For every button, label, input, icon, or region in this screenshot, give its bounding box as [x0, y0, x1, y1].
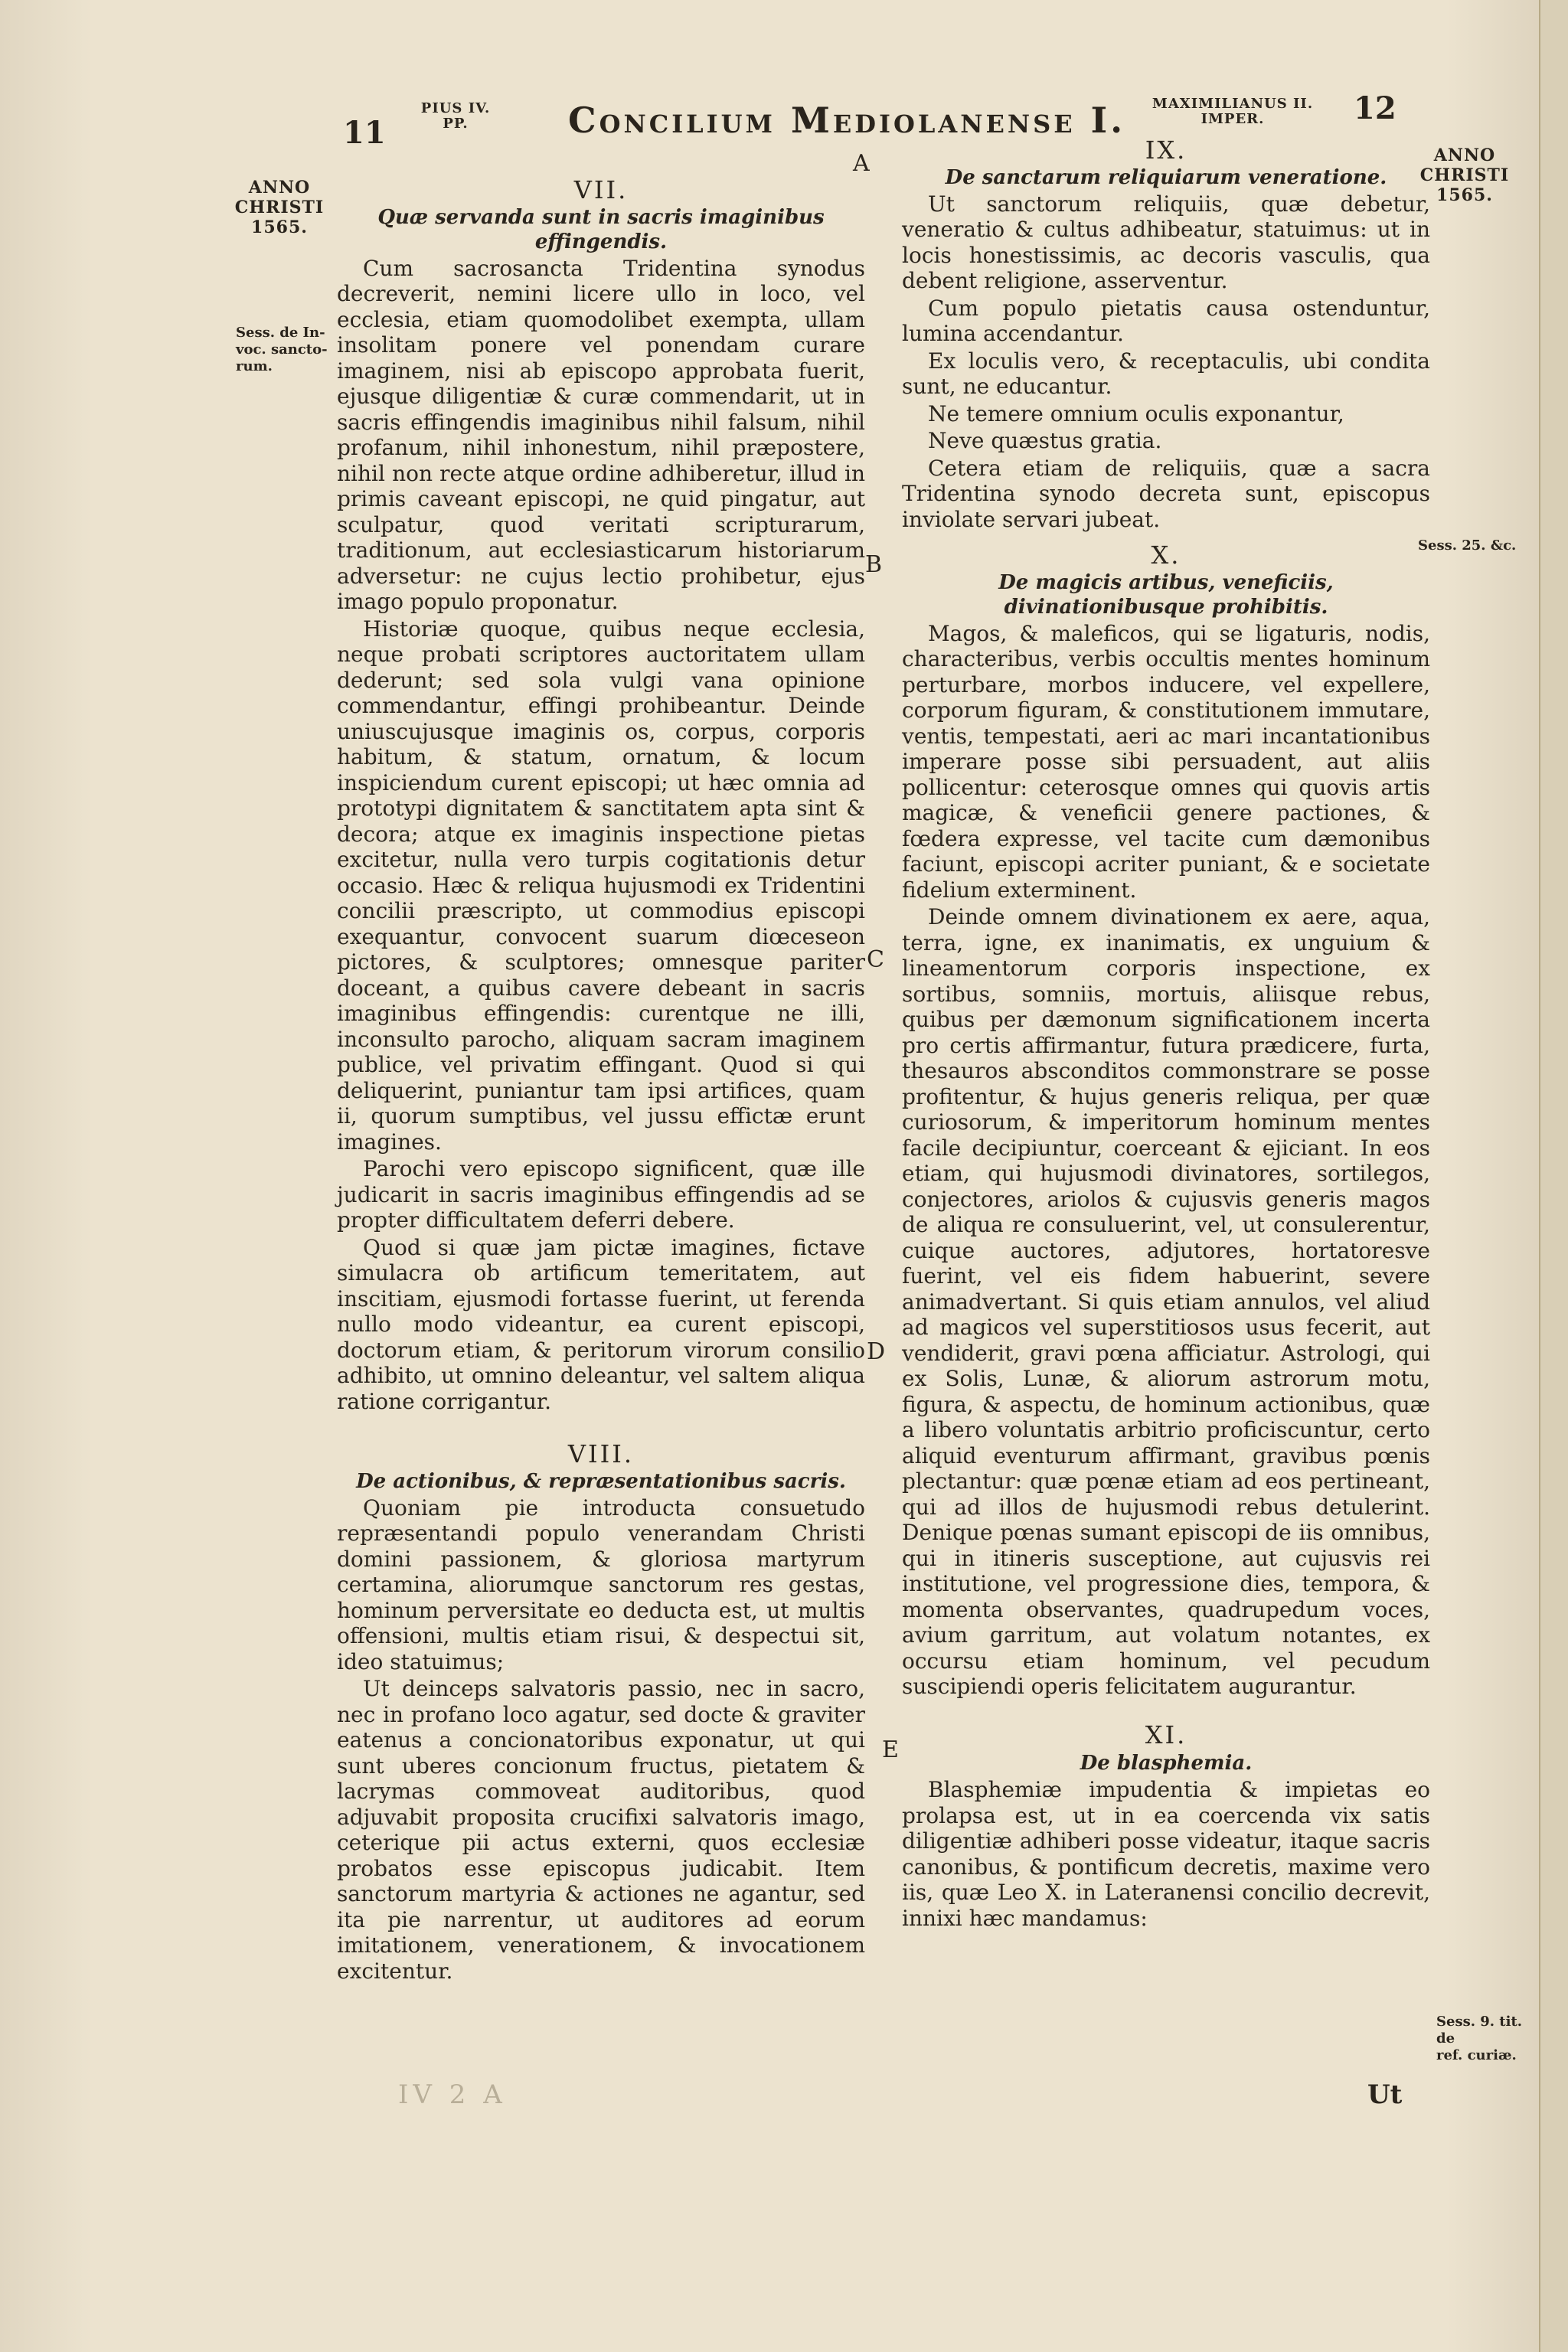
section-numeral-ix: IX. — [1145, 136, 1187, 165]
bleed-through-text: IV 2 A — [398, 2079, 507, 2110]
anno-label: ANNO — [1433, 145, 1496, 165]
paragraph: Quoniam pie introducta consuetudo repræsentandi populo venerandam Christi domini passionem, & gloriosa martyrum certamina, aliorumque sanctorum res gestas, hominum perversitate eo deducta est, ut multis offensioni, multis etiam risui, & despectui sit, ideo statuimus; — [337, 1494, 865, 1674]
paragraph: Cum sacrosancta Tridentina synodus decreverit, nemini licere ullo in loco, vel ecclesia, etiam quomodolibet exempta, ullam insolitam ponere vel ponendam curare imaginem, nisi ab episcopo approbata fuerit, ejusque diligentiæ & curæ commendarit, ut in sacris effingendis imaginibus nihil falsum, nihil profanum, nihil inhonestum, nihil præpostere, nihil non recte atque ordine adhiberetur, illud in primis caveant episcopi, ne quid pingatur, aut sculpatur, quod veritati scripturarum, traditionum, aut ecclesiasticarum historiarum adversetur: ne cujus lectio prohibetur, ejus imago populo proponatur. — [337, 255, 865, 614]
paragraph: Cum populo pietatis causa ostenduntur, lumina accendantur. — [902, 295, 1430, 346]
running-head-left-line1: PIUS IV. — [420, 100, 491, 116]
section-heading-ix: De sanctarum reliquiarum veneratione. — [945, 165, 1387, 189]
section-numeral-xi: XI. — [1145, 1720, 1187, 1749]
margin-note-right-2 — [1436, 2014, 1536, 2064]
section-numeral-vii: VII. — [573, 175, 629, 204]
paragraph: Magos, & maleficos, qui se ligaturis, nodis, characteribus, verbis occultis mentes hominum perturbare, morbos inducere, vel expellere, corporum figuram, & constitutionem immutare, ventis, tempestati, aeri ac mari incantationibus imperare posse sibi persuadent, aut aliis pollicentur: ceterosque omnes qui quovis artis magicæ, & veneficii genere pactiones, & fœdera expresse, vel tacite cum dæmonibus faciunt, episcopi acriter puniant, & e societate fidelium exterminent. — [902, 620, 1430, 903]
margin-note-line: ref. curiæ. — [1436, 2047, 1517, 2063]
year-label: 1565. — [1436, 185, 1493, 205]
section-letter-a: A — [853, 150, 870, 177]
margin-note-line: Sess. de In- — [236, 325, 325, 341]
section-heading-x: De magicis artibus, veneficiis, divinationibusque prohibitis. — [998, 570, 1334, 619]
year-label: 1565. — [251, 217, 308, 237]
running-head-left — [413, 101, 498, 132]
section-letter-b: B — [865, 551, 883, 578]
anno-christi-left — [230, 178, 329, 237]
paragraph: Blasphemiæ impudentia & impietas eo prolapsa est, ut in ea coercenda vix satis diligentiæ adhiberi posse videatur, itaque sacris canonibus, & pontificum decretis, maxime vero iis, quæ Leo X. in Lateranensi concilio decrevit, innixi hæc mandamus: — [902, 1777, 1430, 1931]
paragraph: Ut deinceps salvatoris passio, nec in sacro, nec in profano loco agatur, sed docte & graviter eatenus a concionatoribus exponatur, ut qui sunt uberes concionum fructus, pietatem & lacrymas commoveat auditoribus, quod adjuvabit proposita crucifixi salvatoris imago, ceterique pii actus externi, quos ecclesiæ probatos esse episcopus judicabit. Item sanctorum martyria & actiones ne agantur, sed ita pie narrentur, ut auditores ad eorum imitationem, venerationem, & invocationem excitentur. — [337, 1676, 865, 1984]
paragraph: Deinde omnem divinationem ex aere, aqua, terra, igne, ex inanimatis, ex unguium & lineamentorum corporis inspectione, ex sortibus, somniis, mortuis, aliisque rebus, quibus per dæmonum significationem incerta pro certis affirmantur, futura prædicere, furta, thesauros absconditos commonstrare se posse profitentur, & hujus generis reliqua, per quæ curiosorum, & imperitorum hominum mentes facile decipiuntur, coerceant & ejiciant. In eos etiam, qui hujusmodi divinatores, sortilegos, conjectores, ariolos & cujusvis generis magos de aliqua re consuluerint, vel, ut consulerentur, cuique auctores, adjutores, hortatoresve fuerint, vel eis fidem habuerint, severe animadvertant. Si quis etiam annulos, vel aliud ad magicos vel superstitiosos usus fecerit, aut vendiderit, gravi pœna afficiatur. Astrologi, qui ex Solis, Lunæ, & aliorum astrorum motu, figura, & aspectu, de hominum actionibus, quæ a libero voluntatis arbitrio proficiscuntur, certo aliquid eventurum affirmant, gravibus pœnis plectantur: quæ pœnæ etiam ad eos pertineant, qui ad illos de hujusmodi rebus detulerint. Denique pœnas sumant episcopi de iis omnibus, qui in itineris susceptione, aut cujusvis rei institutione, vel progressione dies, tempora, & momenta observantes, quadrupedum voces, avium garritum, aut volatum notantes, ex occursu etiam hominum, vel pecudum suscipiendi operis felicitatem augurantur. — [902, 904, 1430, 1699]
margin-note-line: rum. — [236, 358, 273, 374]
section-heading-xi: De blasphemia. — [1080, 1752, 1253, 1775]
paragraph: Ne temere omnium oculis exponantur, — [928, 400, 1344, 426]
left-column — [337, 175, 865, 1985]
paragraph: Ex loculis vero, & receptaculis, ubi condita sunt, ne educantur. — [902, 348, 1430, 399]
page-title: Concilium Mediolanense I. — [568, 100, 1126, 141]
paragraph: Parochi vero episcopo significent, quæ ille judicarit in sacris imaginibus effingendis ad se propter difficultatem deferri debere. — [337, 1156, 865, 1233]
catchword: Ut — [1367, 2079, 1403, 2110]
running-head-right-line2: IMPER. — [1200, 111, 1265, 127]
section-letter-c: C — [867, 946, 884, 973]
margin-note-right-1: Sess. 25. &c. — [1418, 537, 1517, 554]
right-column — [902, 138, 1430, 1932]
paragraph: Cetera etiam de reliquiis, quæ a sacra Tridentina synodo decreta sunt, episcopus inviolate servari jubeat. — [902, 455, 1430, 532]
section-numeral-viii: VIII. — [567, 1439, 635, 1468]
section-heading-vii: Quæ servanda sunt in sacris imaginibus effingendis. — [377, 205, 825, 253]
christi-label: CHRISTI — [1419, 165, 1510, 185]
adjacent-page-edge — [1539, 0, 1568, 2352]
paragraph: Historiæ quoque, quibus neque ecclesia, neque probati scriptores auctoritatem ullam dederunt; sed sola vulgi vana opinione commendantur, effingi prohibeantur. Deinde uniuscujusque imaginis os, corpus, corporis habitum, & statum, ornatum, & locum inspiciendum curent episcopi; ut hæc omnia ad prototypi dignitatem & sanctitatem apta sint & decora; atque ex imaginis inspectione pietas excitetur, nulla vero turpis cogitationis detur occasio. Hæc & reliqua hujusmodi ex Tridentini concilii præscripto, ut commodius episcopi exequantur, convocent suarum diœceseon pictores, & sculptores; omnesque pariter doceant, a quibus cavere debeant in sacris imaginibus effingendis: curentque ne illi, inconsulto parocho, aliquam sacram imaginem publice, vel privatim effingant. Quod si qui deliquerint, puniantur tam ipsi artifices, quam ii, quorum sumptibus, vel jussu effictæ erunt imagines. — [337, 616, 865, 1155]
christi-label: CHRISTI — [234, 198, 325, 217]
section-heading-viii: De actionibus, & repræsentationibus sacris. — [356, 1469, 846, 1493]
page-number-left: 11 — [343, 115, 386, 151]
anno-label: ANNO — [248, 178, 311, 198]
section-numeral-x: X. — [1151, 541, 1181, 570]
running-head-left-line2: PP. — [443, 116, 469, 132]
margin-note-line: Sess. 9. tit. de — [1436, 2014, 1523, 2047]
paragraph: Neve quæstus gratia. — [928, 428, 1162, 453]
margin-note-line: voc. sancto- — [236, 341, 328, 358]
page-number-right: 12 — [1354, 90, 1396, 126]
paragraph: Ut sanctorum reliquiis, quæ debetur, veneratio & cultus adhibeatur, statuimus: ut in locis honestissimis, ac decoris vasculis, qua debent religione, asserventur. — [902, 191, 1430, 293]
running-head-right — [1133, 96, 1332, 127]
running-head-right-line1: MAXIMILIANUS II. — [1152, 96, 1314, 112]
margin-note-left — [236, 325, 343, 375]
paragraph: Quod si quæ jam pictæ imagines, fictave simulacra ob artificum temeritatem, aut inscitiam, ejusmodi fortasse fuerint, ut ferenda nullo modo videantur, ea curent episcopi, doctorum etiam, & peritorum virorum consilio adhibito, ut omnino deleantur, vel saltem aliqua ratione corrigantur. — [337, 1234, 865, 1414]
section-letter-e: E — [882, 1736, 899, 1763]
section-letter-d: D — [867, 1338, 886, 1365]
